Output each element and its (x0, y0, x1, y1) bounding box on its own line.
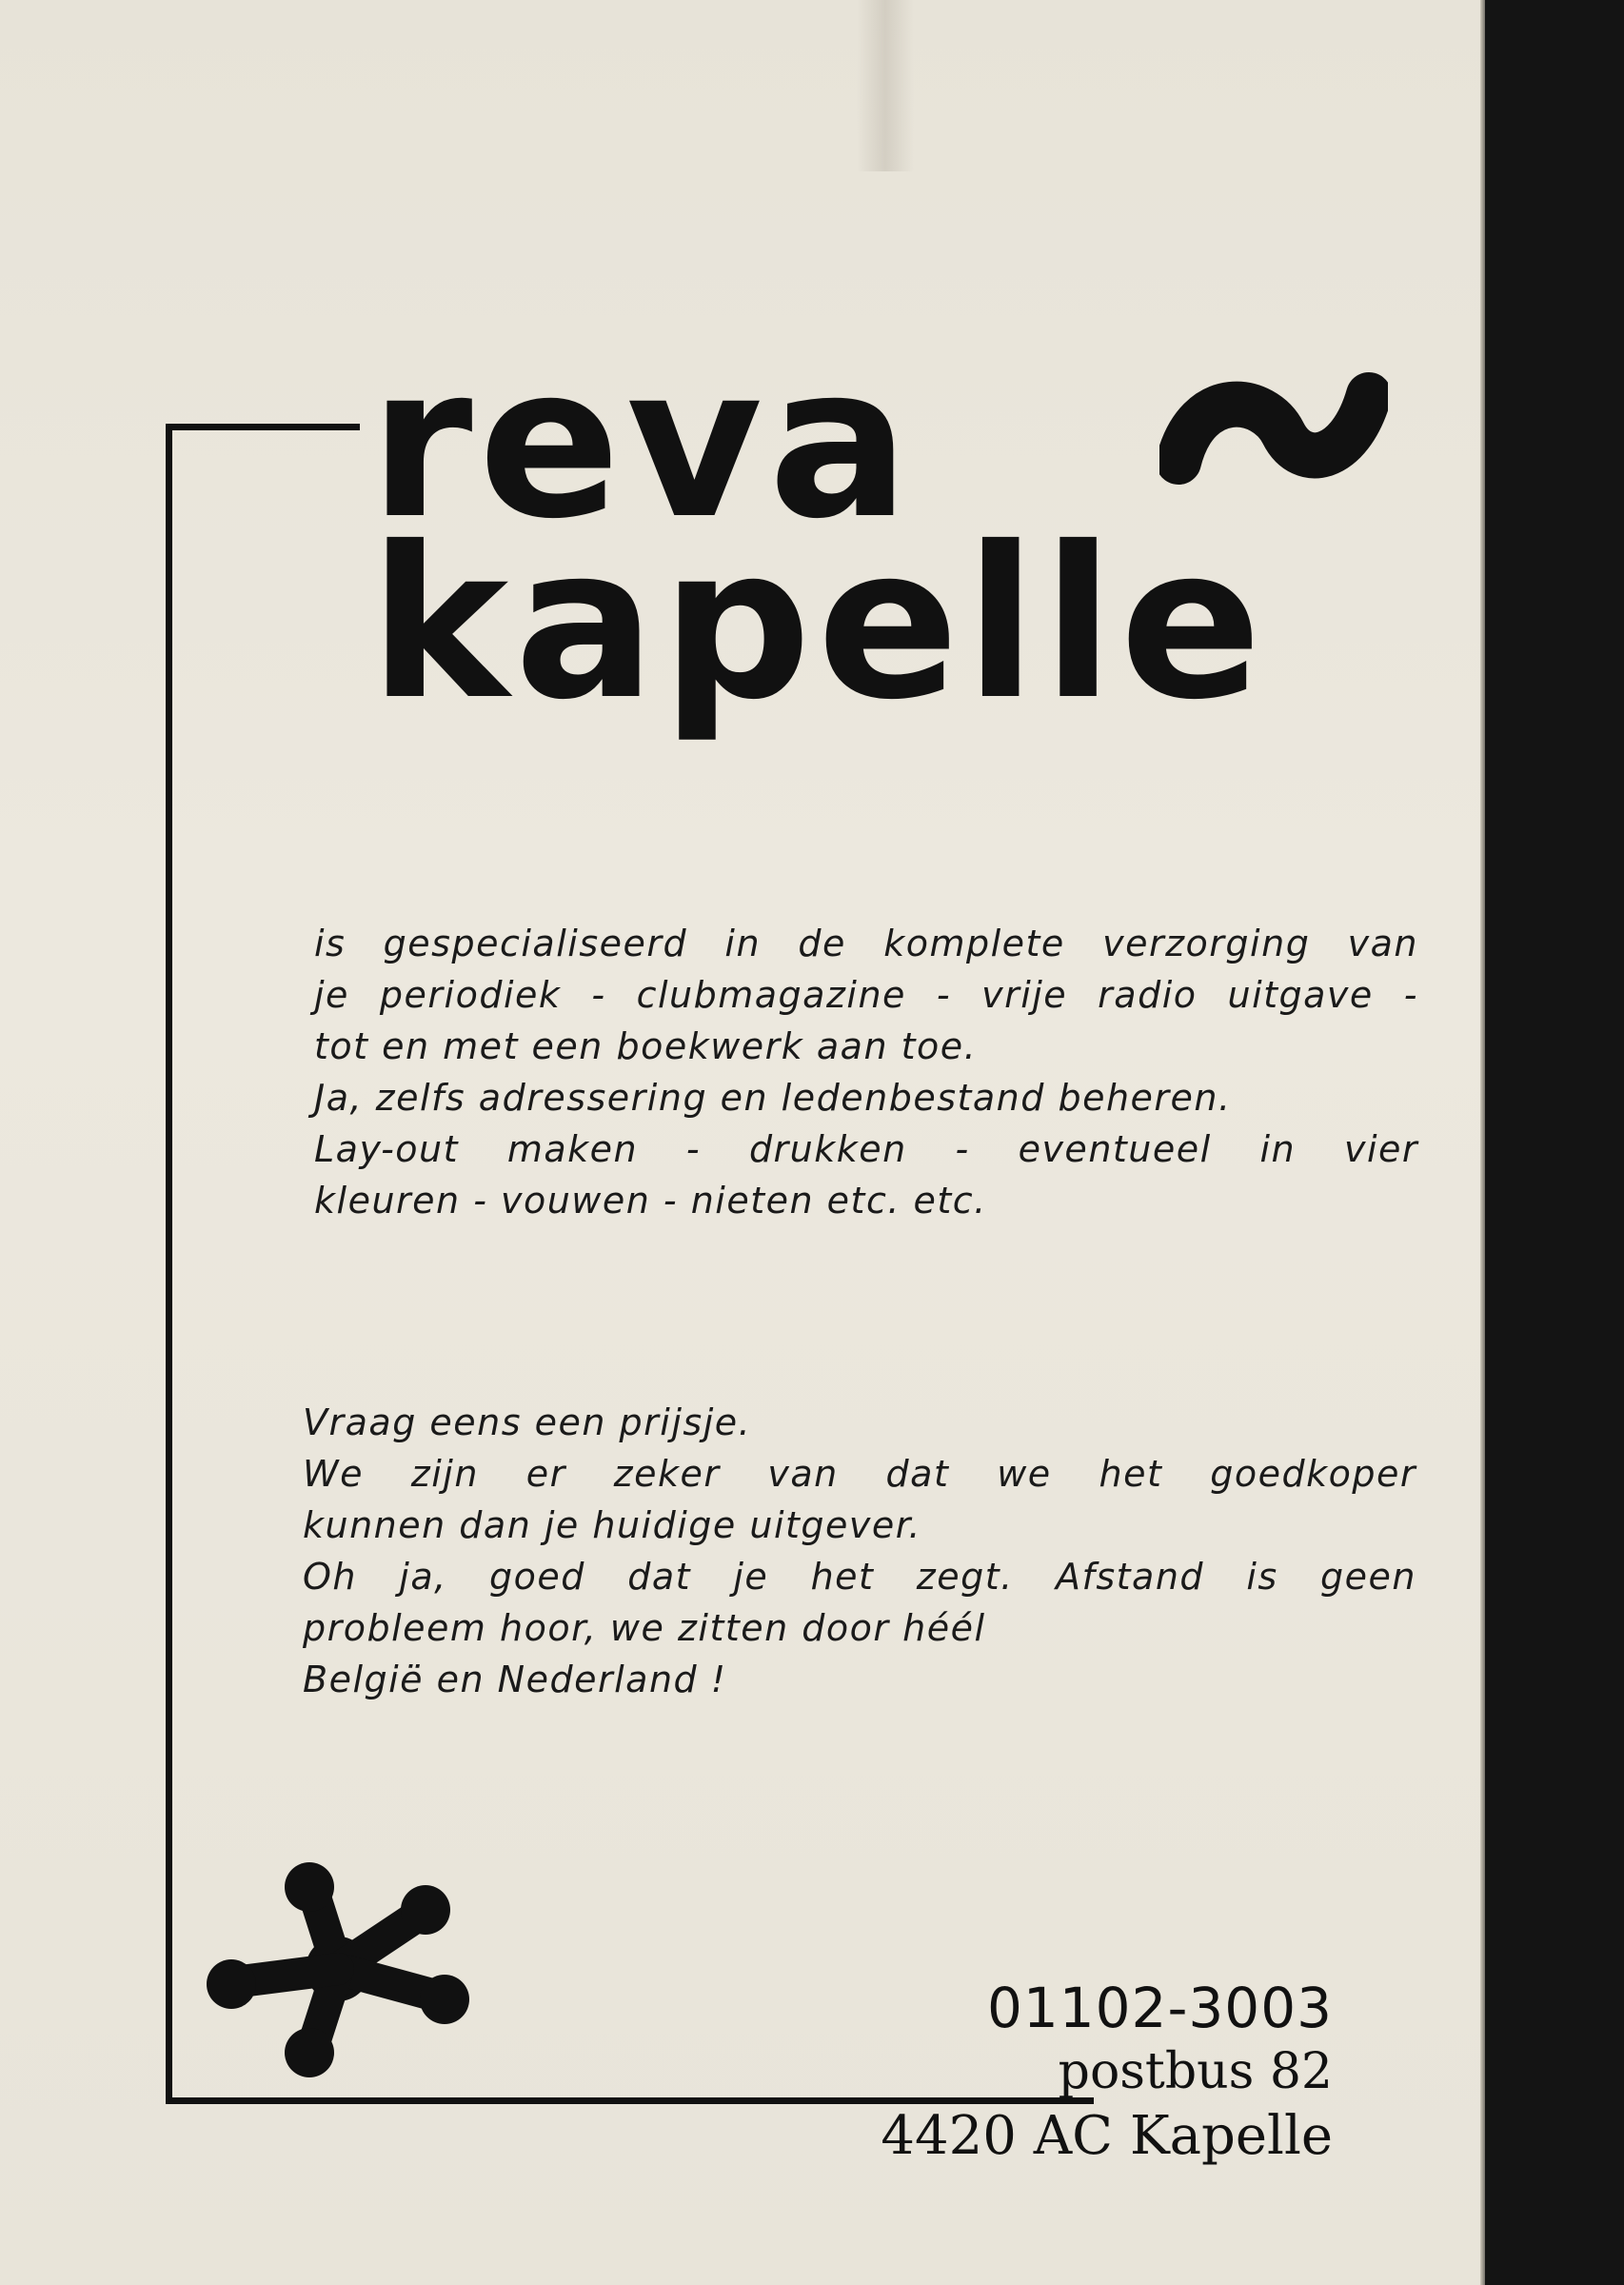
phone-number: 01102-3003 (986, 1976, 1333, 2040)
offer-paragraph (303, 1397, 1416, 1705)
city-address: 4420 AC Kapelle (881, 2105, 1333, 2167)
intro-line: Ja, zelfs adressering en ledenbestand beheren. (314, 1077, 1232, 1119)
offer-line: probleem hoor, we zitten door héél (303, 1607, 986, 1649)
intro-line: is gespecialiseerd in de komplete verzorging van (314, 923, 1418, 964)
intro-paragraph (314, 918, 1418, 1226)
contact-block (881, 1976, 1333, 2167)
offer-line: We zijn er zeker van dat we het goedkoper (303, 1453, 1416, 1495)
offer-line: Vraag eens een prijsje. (303, 1401, 752, 1443)
intro-line: tot en met een boekwerk aan toe. (314, 1025, 978, 1067)
logo-word-reva: reva (369, 321, 916, 565)
offer-line: kunnen dan je huidige uitgever. (303, 1504, 921, 1546)
intro-line: Lay-out maken - drukken - eventueel in vier (314, 1128, 1418, 1170)
intro-line: je periodiek - clubmagazine - vrije radio uitgave - (314, 974, 1418, 1016)
logo-word-kapelle: kapelle (369, 502, 1268, 745)
binding-spine (1485, 0, 1624, 2285)
frame-top-line (166, 424, 360, 430)
intro-line: kleuren - vouwen - nieten etc. etc. (314, 1180, 987, 1222)
paper-crease (857, 0, 914, 171)
offer-line: Oh ja, goed dat je het zegt. Afstand is geen (303, 1556, 1416, 1598)
frame-left-line (166, 424, 172, 2104)
postbus-address: postbus 82 (1058, 2043, 1333, 2100)
offer-line: België en Nederland ! (303, 1659, 727, 1700)
logo (369, 321, 1426, 814)
asterisk-icon (205, 1857, 471, 2085)
tilde-icon (1159, 357, 1388, 500)
